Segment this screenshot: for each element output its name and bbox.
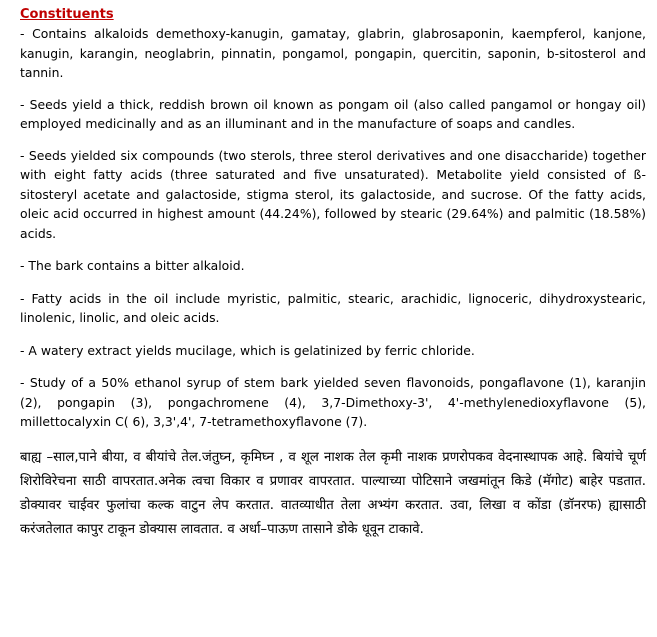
document-page xyxy=(20,6,646,542)
section-heading: Constituents xyxy=(20,7,114,22)
paragraph-mucilage: - A watery extract yields mucilage, which is gelatinized by ferric chloride. xyxy=(20,342,475,358)
paragraph-fatty-acids: - Fatty acids in the oil include myristic, palmitic, stearic, arachidic, lignoceric, dihydroxystearic, linolenic, linolic, and oleic acids. xyxy=(20,290,646,325)
paragraph-alkaloids: - Contains alkaloids demethoxy-kanugin, gamatay, glabrin, glabrosaponin, kaempferol, kanjone, kanugin, karangin, neoglabrin, pinnatin, pongamol, pongapin, quercitin, saponin, b-sitosterol and tannin. xyxy=(20,26,646,80)
paragraph-flavonoids: - Study of a 50% ethanol syrup of stem bark yielded seven flavonoids, pongaflavone (1), karanjin (2), pongapin (3), pongachromene (4), 3,7-Dimethoxy-3', 4'-methylenedioxyflavone (5), millettocalyxin C( 6), 3,3',4', 7-tetramethoxyflavone (7). xyxy=(20,375,646,429)
paragraph-seed-compounds: - Seeds yielded six compounds (two sterols, three sterol derivatives and one disaccharide) together with eight fatty acids (three saturated and five unsaturated). Metabolite yield consisted of ß-sitosteryl acetate and galactoside, stigma sterol, its galactoside, and sucrose. Of the fatty acids, oleic acid occurred in highest amount (44.24%), followed by stearic (29.64%) and palmitic (18.58%) acids. xyxy=(20,147,646,241)
paragraph-bark-alkaloid: - The bark contains a bitter alkaloid. xyxy=(20,258,245,273)
paragraph-pongam-oil: - Seeds yield a thick, reddish brown oil known as pongam oil (also called pangamol or hongay oil) employed medicinally and as an illuminant and in the manufacture of soaps and candles. xyxy=(20,96,646,131)
paragraph-marathi-uses: बाह्य –साल,पाने बीया, व बीयांचे तेल.जंतुघ्न, कृमिघ्न , व शूल नाशक तेल कृमी नाशक प्रणरोपकव वेदनास्थापक आहे. बियांचे चूर्ण शिरोविरेचना साठी वापरतात.अनेक त्वचा विकार व प्रणावर वापरतात. पाल्याच्या पोटिसाने जखमांतून किडे (मॅगोट) बाहेर पडतात. डोक्यावर चाईवर फुलांचा कल्क वाटुन लेप करतात. वातव्याधीत तेला अभ्यंग करतात. उवा, लिखा व कोंडा (डॉनरफ) ह्यासाठी करंजतेलात कापुर टाकून डोक्यास लावतात. व अर्धा–पाऊण तासाने डोके धूवून टाकावे. xyxy=(20,449,646,537)
